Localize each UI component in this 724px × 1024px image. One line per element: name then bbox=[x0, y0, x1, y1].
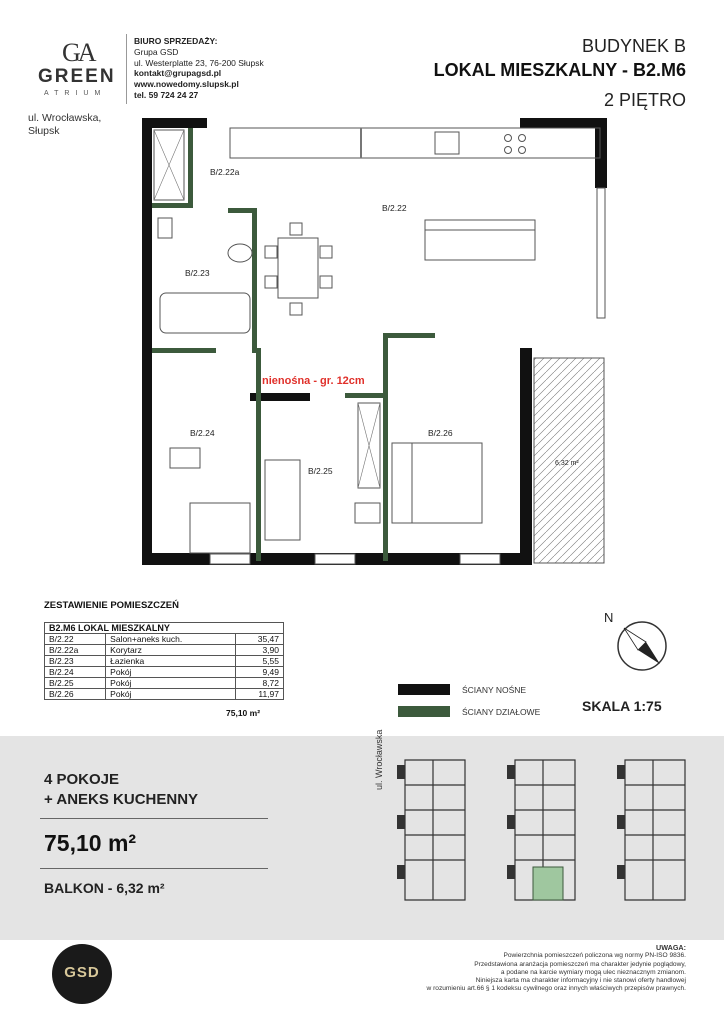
gsd-logo bbox=[52, 944, 112, 1004]
compass-icon bbox=[598, 606, 678, 676]
legend-swatch-load-bearing bbox=[398, 684, 450, 695]
compass-north-letter: N bbox=[604, 610, 614, 625]
total-area: 75,10 m² bbox=[44, 830, 137, 856]
table-row: B/2.22a Korytarz 3,90 bbox=[45, 645, 284, 656]
header-divider bbox=[126, 34, 127, 104]
room-label-2-25: B/2.25 bbox=[308, 466, 333, 476]
room-label-2-22: B/2.22 bbox=[382, 203, 407, 213]
divider bbox=[40, 818, 268, 819]
table-total: 75,10 m² bbox=[226, 708, 261, 718]
floor-title: 2 PIĘTRO bbox=[603, 90, 686, 110]
table-row: B/2.26 Pokój 11,97 bbox=[45, 689, 284, 700]
disclaimer-line: a podane na karcie wymiary mogą ulec nieznacznym zmianom. bbox=[500, 968, 686, 976]
room-label-2-26: B/2.26 bbox=[428, 428, 453, 438]
sales-website[interactable]: www.nowedomy.slupsk.pl bbox=[134, 79, 239, 90]
balcony-area-label: 6,32 m² bbox=[555, 460, 579, 467]
sales-heading: BIURO SPRZEDAŻY: bbox=[134, 36, 218, 46]
disclaimer-line: w rozumieniu art.66 § 1 kodeksu cywilnego oraz innych właściwych przepisów prawnych. bbox=[426, 985, 686, 993]
divider bbox=[40, 868, 268, 869]
building-key-plans bbox=[385, 755, 705, 905]
sales-address: ul. Westerplatte 23, 76-200 Słupsk bbox=[134, 57, 264, 68]
room-label-2-22a: B/2.22a bbox=[210, 167, 240, 177]
disclaimer-line: Powierzchnia pomieszczeń policzona wg normy PN-ISO 9836. bbox=[503, 952, 686, 960]
street-label: ul. Wrocławska bbox=[374, 729, 384, 790]
gsd-logo-text: GSD bbox=[64, 964, 100, 981]
table-row: B/2.25 Pokój 8,72 bbox=[45, 678, 284, 689]
building-title: BUDYNEK B bbox=[581, 36, 686, 56]
room-table-header: B2.M6 LOKAL MIESZKALNY bbox=[45, 623, 284, 634]
sales-email[interactable]: kontakt@grupagsd.pl bbox=[134, 68, 222, 79]
disclaimer bbox=[376, 944, 686, 994]
room-table-title: ZESTAWIENIE POMIESZCZEŃ bbox=[44, 600, 179, 611]
partition-walls bbox=[152, 128, 435, 561]
sales-phone: tel. 59 724 24 27 bbox=[134, 89, 199, 100]
rooms-summary-line2: + ANEKS KUCHENNY bbox=[44, 791, 199, 808]
logo-sub: ATRIUM bbox=[44, 90, 107, 97]
wall-note: nienośna - gr. 12cm bbox=[262, 375, 365, 387]
floor-plan bbox=[130, 108, 620, 578]
disclaimer-heading: UWAGA: bbox=[656, 943, 686, 952]
room-label-2-23: B/2.23 bbox=[185, 268, 210, 278]
rooms-summary-line1: 4 POKOJE bbox=[44, 771, 120, 788]
logo-name: GREEN bbox=[38, 66, 116, 87]
rooms-summary bbox=[44, 770, 198, 810]
balcony-area: BALKON - 6,32 m² bbox=[44, 880, 165, 896]
table-row: B/2.22 Salon+aneks kuch. 35,47 bbox=[45, 634, 284, 645]
sales-company: Grupa GSD bbox=[134, 46, 179, 57]
legend-swatch-partition bbox=[398, 706, 450, 717]
table-row: B/2.23 Łazienka 5,55 bbox=[45, 656, 284, 667]
logo-monogram: GA bbox=[62, 38, 94, 67]
disclaimer-line: Niniejsza karta ma charakter informacyjny i nie stanowi oferty handlowej bbox=[475, 977, 686, 985]
location bbox=[28, 112, 101, 138]
highlighted-unit bbox=[533, 867, 563, 900]
room-table bbox=[44, 622, 284, 700]
table-row: B/2.24 Pokój 9,49 bbox=[45, 667, 284, 678]
disclaimer-line: Przedstawiona aranżacja pomieszczeń ma charakter jedynie poglądowy, bbox=[474, 960, 686, 968]
legend-partition-label: ŚCIANY DZIAŁOWE bbox=[462, 707, 541, 717]
sales-office-info bbox=[134, 36, 264, 101]
unit-title: LOKAL MIESZKALNY - B2.M6 bbox=[433, 60, 686, 80]
scale-label: SKALA 1:75 bbox=[582, 698, 662, 714]
legend-load-bearing-label: ŚCIANY NOŚNE bbox=[462, 685, 527, 695]
location-street: ul. Wrocławska, bbox=[28, 112, 102, 124]
location-city: Słupsk bbox=[28, 125, 60, 137]
room-label-2-24: B/2.24 bbox=[190, 428, 215, 438]
